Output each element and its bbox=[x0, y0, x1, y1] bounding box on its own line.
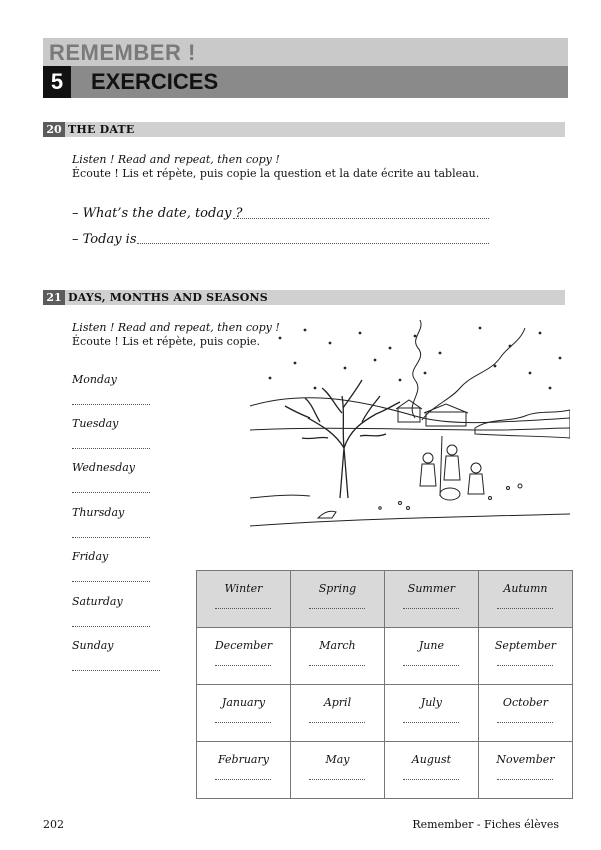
month-may: May bbox=[325, 753, 350, 766]
answer-line[interactable] bbox=[215, 665, 271, 666]
table-cell bbox=[290, 571, 384, 628]
answer-line[interactable] bbox=[403, 722, 459, 723]
answer-line[interactable] bbox=[309, 665, 365, 666]
answer-line[interactable] bbox=[403, 608, 459, 609]
table-cell bbox=[197, 628, 291, 685]
unit-number: 5 bbox=[43, 66, 71, 98]
month-february: February bbox=[218, 753, 269, 766]
table-cell bbox=[197, 742, 291, 799]
answer-line[interactable] bbox=[497, 722, 553, 723]
day-friday: Friday bbox=[72, 550, 109, 563]
day-sunday: Sunday bbox=[72, 639, 114, 652]
day-thursday-line[interactable] bbox=[72, 537, 150, 538]
month-march: March bbox=[319, 639, 356, 652]
season-summer: Summer bbox=[407, 582, 456, 595]
answer-line[interactable] bbox=[309, 779, 365, 780]
footer-source: Remember - Fiches élèves bbox=[412, 818, 559, 831]
table-cell bbox=[478, 628, 572, 685]
answer-line[interactable] bbox=[309, 722, 365, 723]
section-20-title: THE DATE bbox=[68, 123, 135, 136]
unit-banner bbox=[43, 66, 568, 98]
table-cell bbox=[478, 742, 572, 799]
answer-line[interactable] bbox=[497, 608, 553, 609]
section-21-bar bbox=[43, 290, 565, 305]
day-tuesday: Tuesday bbox=[72, 417, 119, 430]
table-cell bbox=[478, 571, 572, 628]
section-20-instruction-en: Listen ! Read and repeat, then copy ! bbox=[72, 153, 280, 166]
table-cell bbox=[384, 628, 478, 685]
answer-line[interactable] bbox=[497, 665, 553, 666]
unit-title: EXERCICES bbox=[91, 69, 219, 94]
day-tuesday-line[interactable] bbox=[72, 448, 150, 449]
answer-line[interactable] bbox=[215, 779, 271, 780]
table-cell bbox=[384, 742, 478, 799]
table-cell bbox=[290, 628, 384, 685]
table-row bbox=[197, 628, 573, 685]
table-row bbox=[197, 685, 573, 742]
day-thursday: Thursday bbox=[72, 506, 125, 519]
table-row bbox=[197, 742, 573, 799]
day-sunday-line[interactable] bbox=[72, 670, 160, 671]
section-20-bar bbox=[43, 122, 565, 137]
table-row bbox=[197, 571, 573, 628]
month-june: June bbox=[418, 639, 444, 652]
table-cell bbox=[290, 685, 384, 742]
month-october: October bbox=[502, 696, 548, 709]
section-20-instruction-fr: Écoute ! Lis et répète, puis copie la question et la date écrite au tableau. bbox=[72, 167, 480, 180]
answer-line[interactable] bbox=[403, 665, 459, 666]
section-20-number: 20 bbox=[43, 122, 65, 137]
winter-scene-illustration bbox=[250, 318, 570, 533]
table-cell bbox=[290, 742, 384, 799]
season-autumn: Autumn bbox=[503, 582, 548, 595]
date-answer-line[interactable] bbox=[137, 243, 489, 244]
month-july: July bbox=[420, 696, 443, 709]
answer-line[interactable] bbox=[403, 779, 459, 780]
month-december: December bbox=[214, 639, 273, 652]
table-cell bbox=[384, 685, 478, 742]
month-january: January bbox=[221, 696, 266, 709]
section-21-instruction-fr: Écoute ! Lis et répète, puis copie. bbox=[72, 335, 261, 348]
table-cell bbox=[384, 571, 478, 628]
table-cell bbox=[197, 685, 291, 742]
day-monday-line[interactable] bbox=[72, 404, 150, 405]
month-september: September bbox=[494, 639, 557, 652]
table-cell bbox=[478, 685, 572, 742]
season-winter: Winter bbox=[224, 582, 263, 595]
day-monday: Monday bbox=[72, 373, 117, 386]
month-august: August bbox=[411, 753, 452, 766]
answer-line[interactable] bbox=[309, 608, 365, 609]
section-21-number: 21 bbox=[43, 290, 65, 305]
answer-line[interactable] bbox=[497, 779, 553, 780]
day-saturday: Saturday bbox=[72, 595, 123, 608]
section-21-title: DAYS, MONTHS AND SEASONS bbox=[68, 291, 268, 304]
day-wednesday: Wednesday bbox=[72, 461, 136, 474]
day-friday-line[interactable] bbox=[72, 581, 150, 582]
bird bbox=[318, 511, 336, 518]
table-cell bbox=[197, 571, 291, 628]
date-question: – What’s the date, today ? bbox=[72, 206, 243, 221]
remember-banner bbox=[43, 38, 568, 66]
section-21-instruction-en: Listen ! Read and repeat, then copy ! bbox=[72, 321, 280, 334]
page-number: 202 bbox=[43, 818, 64, 831]
answer-line[interactable] bbox=[215, 722, 271, 723]
remember-title: REMEMBER ! bbox=[49, 40, 196, 65]
date-question-answer-line[interactable] bbox=[233, 218, 489, 219]
answer-line[interactable] bbox=[215, 608, 271, 609]
day-wednesday-line[interactable] bbox=[72, 492, 150, 493]
months-seasons-table bbox=[196, 570, 573, 799]
month-april: April bbox=[323, 696, 352, 709]
month-november: November bbox=[496, 753, 555, 766]
season-spring: Spring bbox=[318, 582, 357, 595]
day-saturday-line[interactable] bbox=[72, 626, 150, 627]
date-answer-prefix: – Today is bbox=[72, 232, 137, 247]
children-figures bbox=[420, 436, 484, 500]
